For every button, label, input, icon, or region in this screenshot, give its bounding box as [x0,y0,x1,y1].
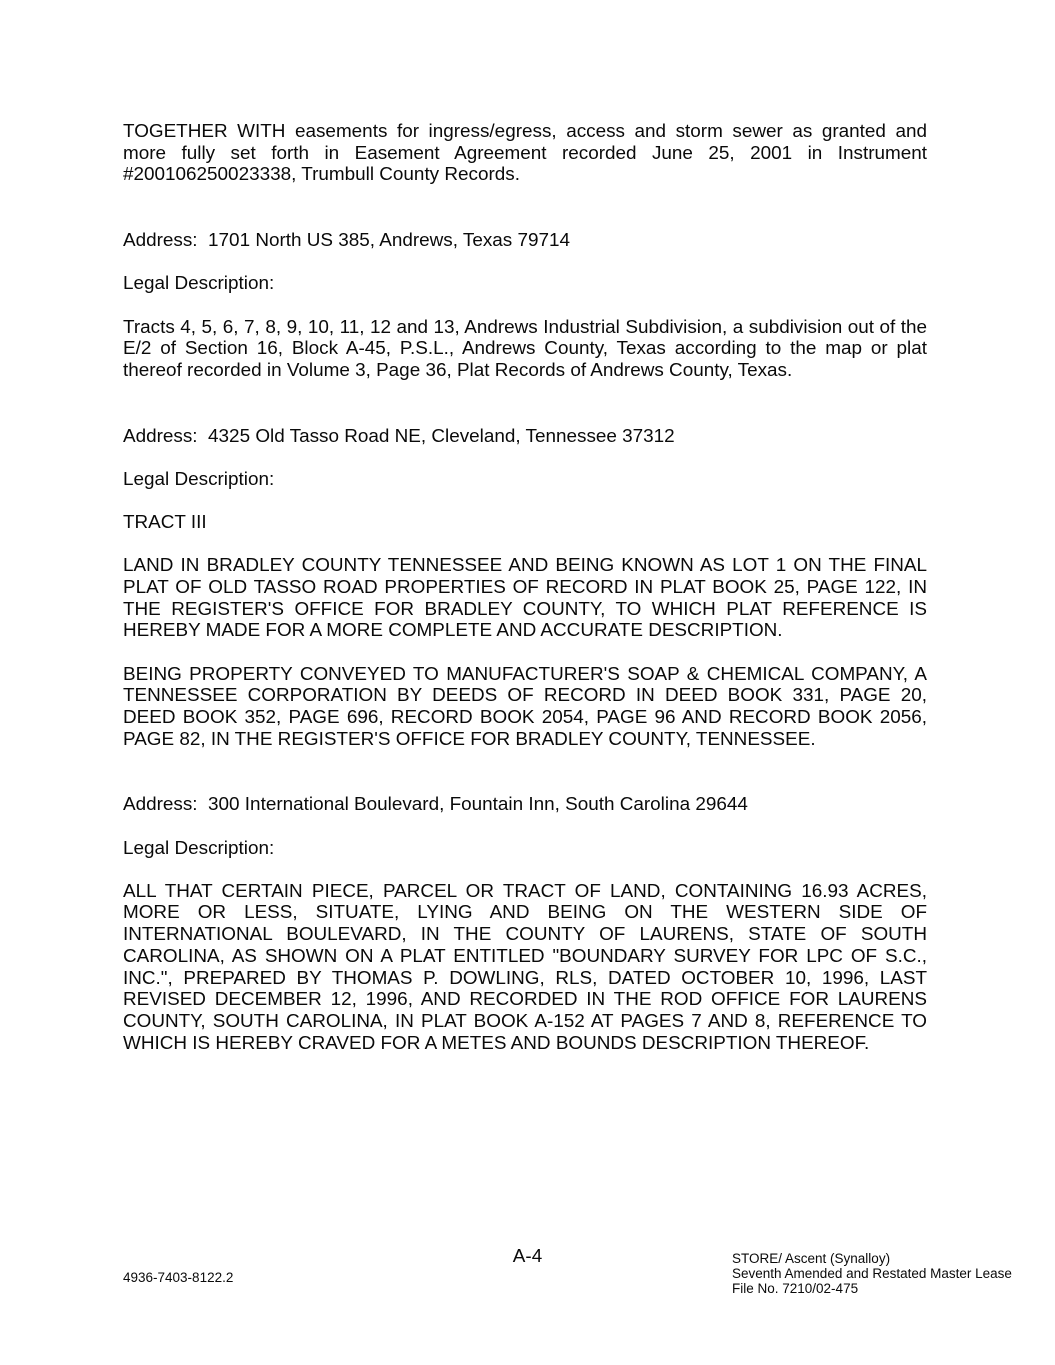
footer-document-control-number: 4936-7403-8122.2 [123,1270,234,1285]
footer-lease-info-line: Seventh Amended and Restated Master Lease [732,1265,1012,1281]
legal-description-paragraph: LAND IN BRADLEY COUNTY TENNESSEE AND BEING KNOWN AS LOT 1 ON THE FINAL PLAT OF OLD TASSO ROAD PROPERTIES OF RECORD IN PLAT BOOK 25, PAGE 122, IN THE REGISTER'S OFFICE FOR BRADLEY COUNTY, TO WHICH PLAT REFERENCE IS HEREBY MADE FOR A MORE COMPLETE AND ACCURATE DESCRIPTION. [123,555,927,642]
footer-lease-info-line: STORE/ Ascent (Synalloy) [732,1251,891,1266]
footer-lease-info-block [732,1252,1012,1296]
address-line: Address: 1701 North US 385, Andrews, Texas 79714 [123,230,570,252]
property-section-cleveland [123,426,927,751]
legal-description-label: Legal Description: [123,837,275,859]
address-line: Address: 300 International Boulevard, Fountain Inn, South Carolina 29644 [123,794,748,816]
legal-description-paragraph: ALL THAT CERTAIN PIECE, PARCEL OR TRACT OF LAND, CONTAINING 16.93 ACRES, MORE OR LESS, SITUATE, LYING AND BEING ON THE WESTERN SIDE OF INTERNATIONAL BOULEVARD, IN THE COUNTY OF LAURENS, STATE OF SOUTH CAROLINA, AS SHOWN ON A PLAT ENTITLED "BOUNDARY SURVEY FOR LPC OF S.C., INC.", PREPARED BY THOMAS P. DOWLING, RLS, DATED OCTOBER 10, 1996, LAST REVISED DECEMBER 12, 1996, AND RECORDED IN THE ROD OFFICE FOR LAURENS COUNTY, SOUTH CAROLINA, IN PLAT BOOK A-152 AT PAGES 7 AND 8, REFERENCE TO WHICH IS HEREBY CRAVED FOR A METES AND BOUNDS DESCRIPTION THEREOF. [123,880,927,1054]
property-section-fountain-inn [123,794,927,1054]
document-body [123,121,927,1076]
tract-heading: TRACT III [123,512,207,534]
legal-description-paragraph: Tracts 4, 5, 6, 7, 8, 9, 10, 11, 12 and 13, Andrews Industrial Subdivision, a subdivision out of the E/2 of Section 16, Block A-45, P.S.L., Andrews County, Texas according to the map or plat thereof recorded in Volume 3, Page 36, Plat Records of Andrews County, Texas. [123,316,927,381]
address-line: Address: 4325 Old Tasso Road NE, Cleveland, Tennessee 37312 [123,425,675,447]
intro-paragraph: TOGETHER WITH easements for ingress/egress, access and storm sewer as granted and more fully set forth in Easement Agreement recorded June 25, 2001 in Instrument #200106250023338, Trumbull County Records. [123,121,927,186]
legal-description-label: Legal Description: [123,273,275,295]
legal-description-label: Legal Description: [123,468,275,490]
footer-page-number: A-4 [512,1246,543,1267]
footer-lease-info-line: File No. 7210/02-475 [732,1280,859,1296]
property-section-andrews [123,230,927,382]
legal-description-paragraph: BEING PROPERTY CONVEYED TO MANUFACTURER'S SOAP & CHEMICAL COMPANY, A TENNESSEE CORPORATION BY DEEDS OF RECORD IN DEED BOOK 331, PAGE 20, DEED BOOK 352, PAGE 696, RECORD BOOK 2054, PAGE 96 AND RECORD BOOK 2056, PAGE 82, IN THE REGISTER'S OFFICE FOR BRADLEY COUNTY, TENNESSEE. [123,663,927,750]
